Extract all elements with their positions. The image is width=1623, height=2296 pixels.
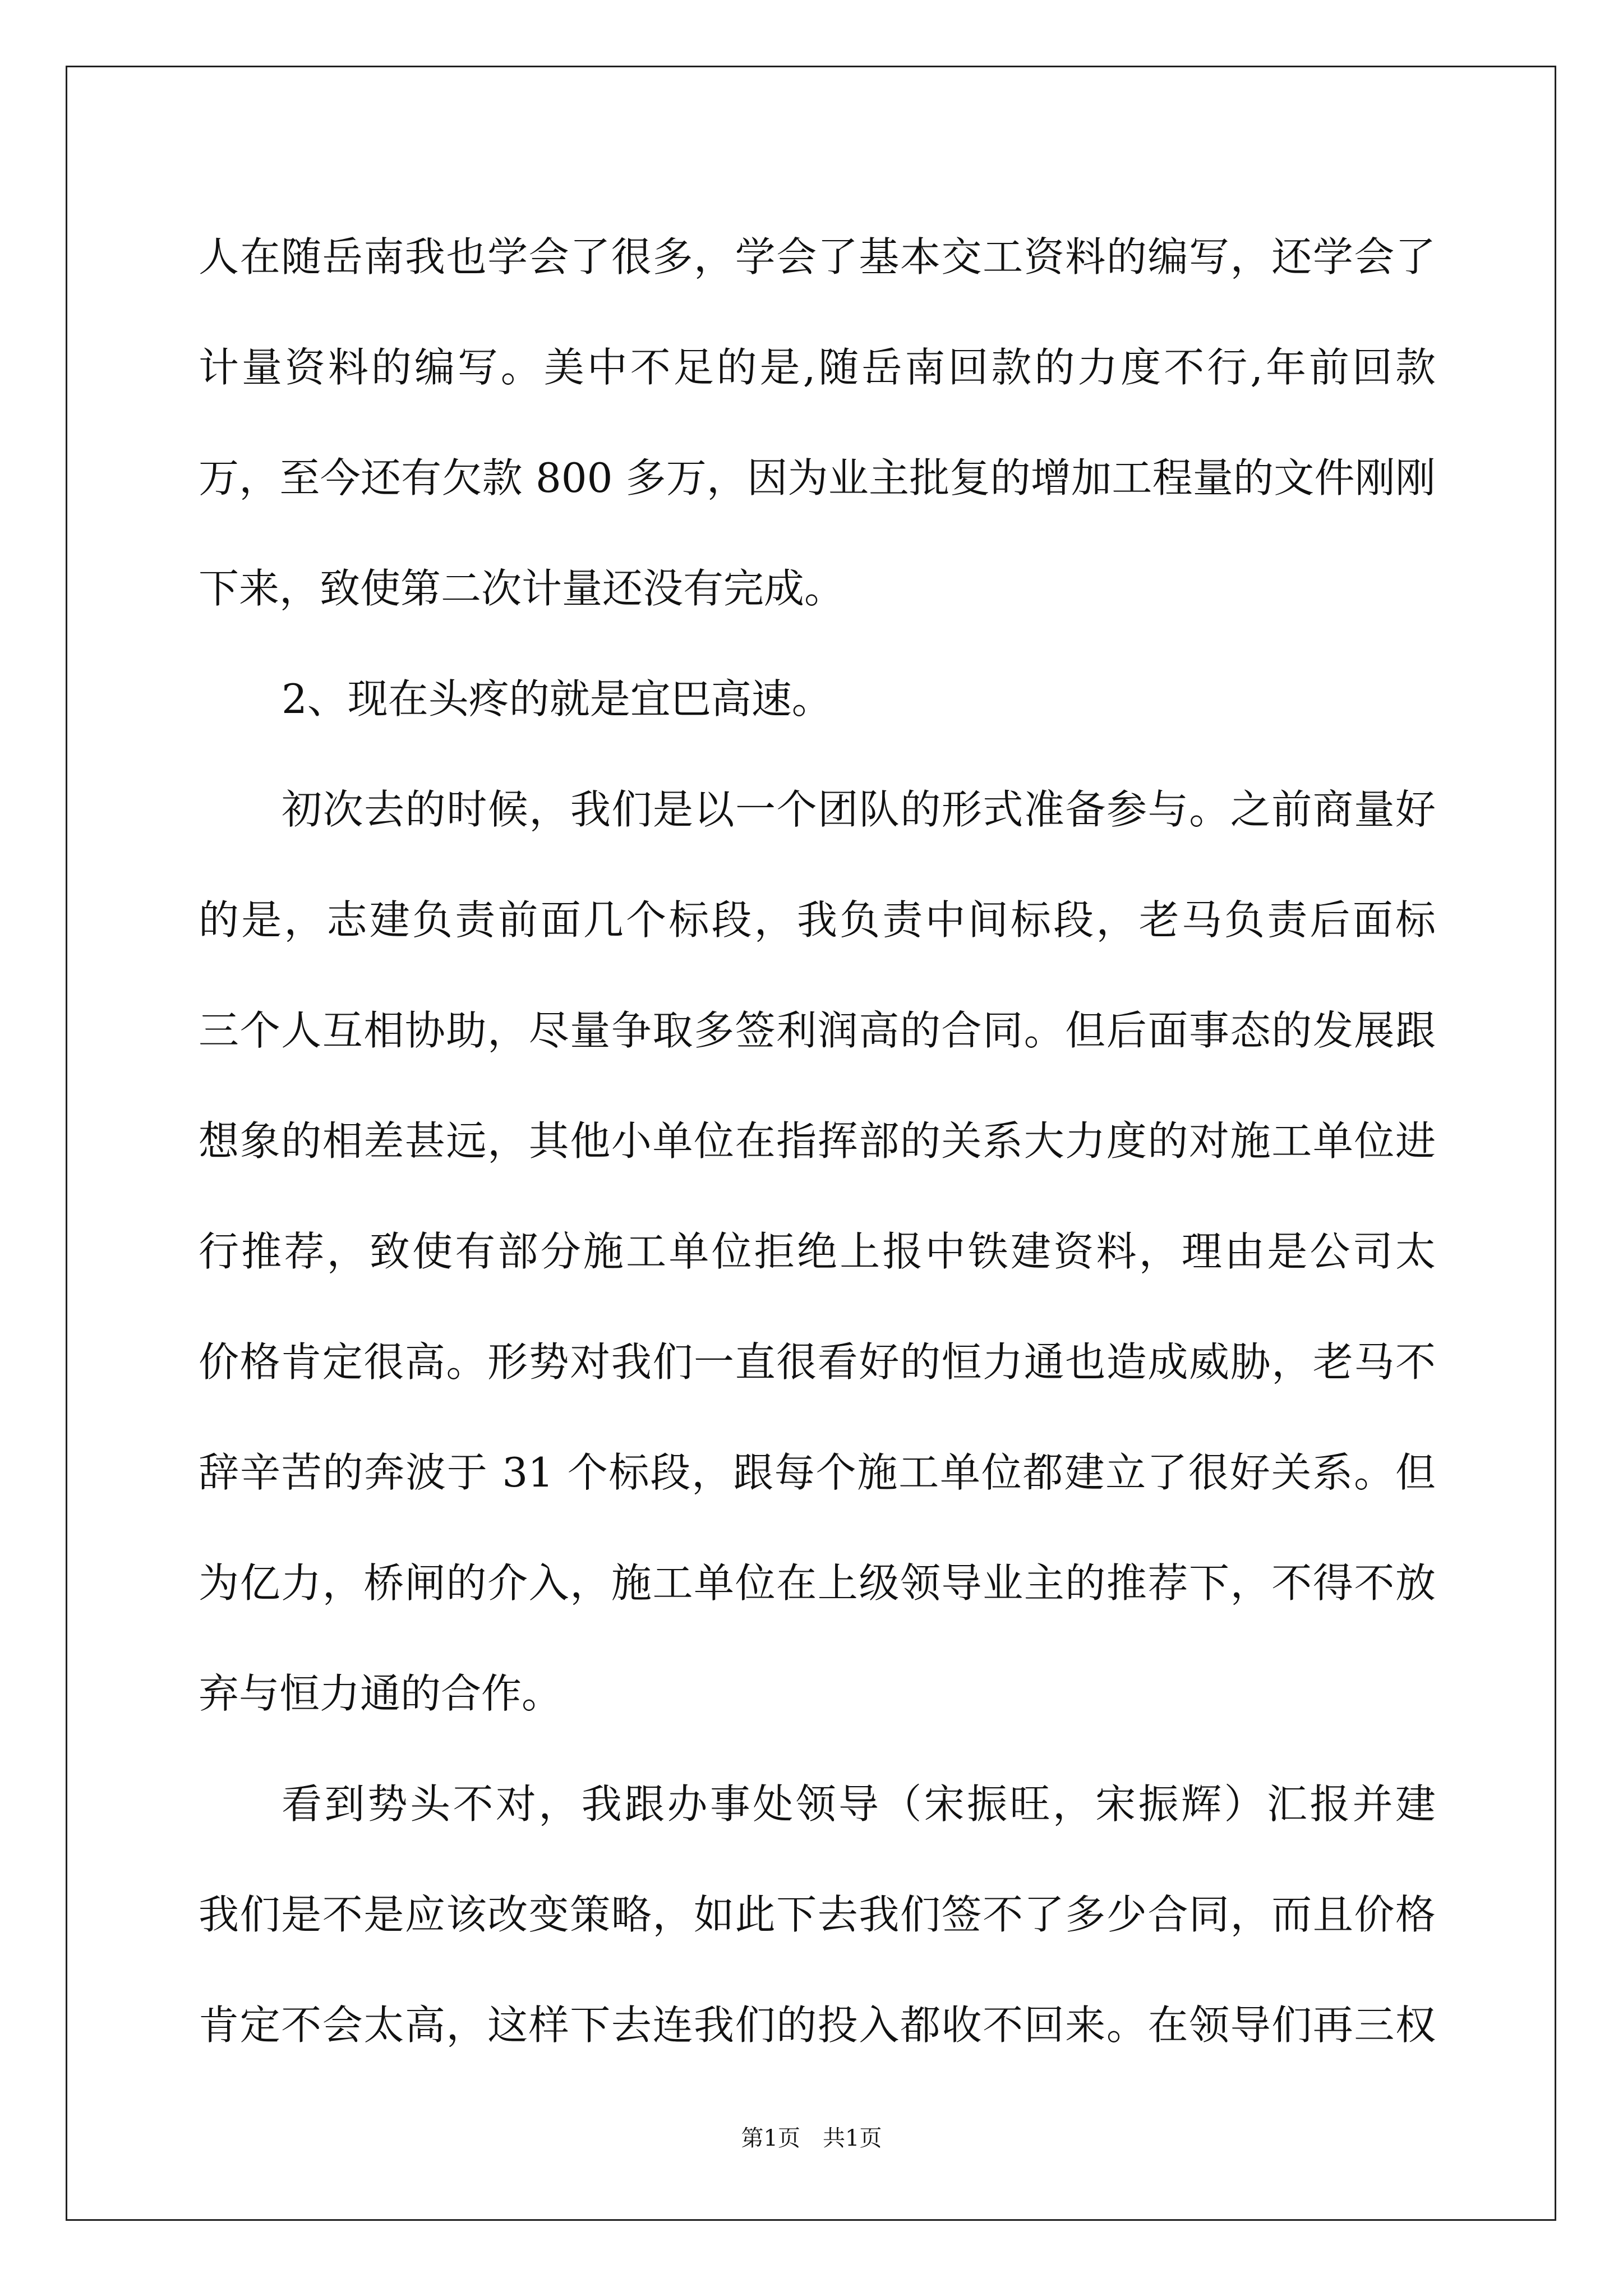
text-line: 弃与恒力通的合作。 (199, 1670, 562, 1717)
text-line: 三个人互相协助，尽量争取多签利润高的合同。但后面事态的发展跟 (199, 1007, 1436, 1054)
page-number: 第1页 (741, 2125, 800, 2151)
text-line: 为亿力，桥闸的介入，施工单位在上级领导业主的推荐下，不得不放 (199, 1559, 1436, 1607)
text-line: 万，至今还有欠款 800 多万，因为业主批复的增加工程量的文件刚刚 (199, 454, 1436, 501)
text-line: 计量资料的编写。美中不足的是,随岳南回款的力度不行,年前回款 (199, 344, 1436, 391)
text-line: 看到势头不对，我跟办事处领导（宋振旺，宋振辉）汇报并建 (282, 1780, 1436, 1828)
document-body (199, 202, 1436, 2081)
text-line: 行推荐，致使有部分施工单位拒绝上报中铁建资料，理由是公司太 (199, 1228, 1436, 1275)
text-line: 想象的相差甚远，其他小单位在指挥部的关系大力度的对施工单位进 (199, 1117, 1436, 1165)
text-line: 人在随岳南我也学会了很多，学会了基本交工资料的编写，还学会了 (199, 233, 1436, 280)
text-line: 初次去的时候，我们是以一个团队的形式准备参与。之前商量好 (282, 786, 1436, 833)
section-heading: 2、现在头疼的就是宜巴高速。 (282, 675, 832, 723)
text-line: 肯定不会太高，这样下去连我们的投入都收不回来。在领导们再三权 (199, 2001, 1436, 2049)
text-line: 我们是不是应该改变策略，如此下去我们签不了多少合同，而且价格 (199, 1891, 1436, 1938)
page-total: 共1页 (823, 2125, 882, 2151)
text-line: 的是，志建负责前面几个标段，我负责中间标段，老马负责后面标 (199, 896, 1436, 944)
page-footer (0, 2120, 1623, 2152)
text-line: 辞辛苦的奔波于 31 个标段，跟每个施工单位都建立了很好关系。但 (199, 1449, 1436, 1496)
text-line: 价格肯定很高。形势对我们一直很看好的恒力通也造成威胁，老马不 (199, 1338, 1436, 1386)
text-line: 下来，致使第二次计量还没有完成。 (199, 565, 845, 612)
